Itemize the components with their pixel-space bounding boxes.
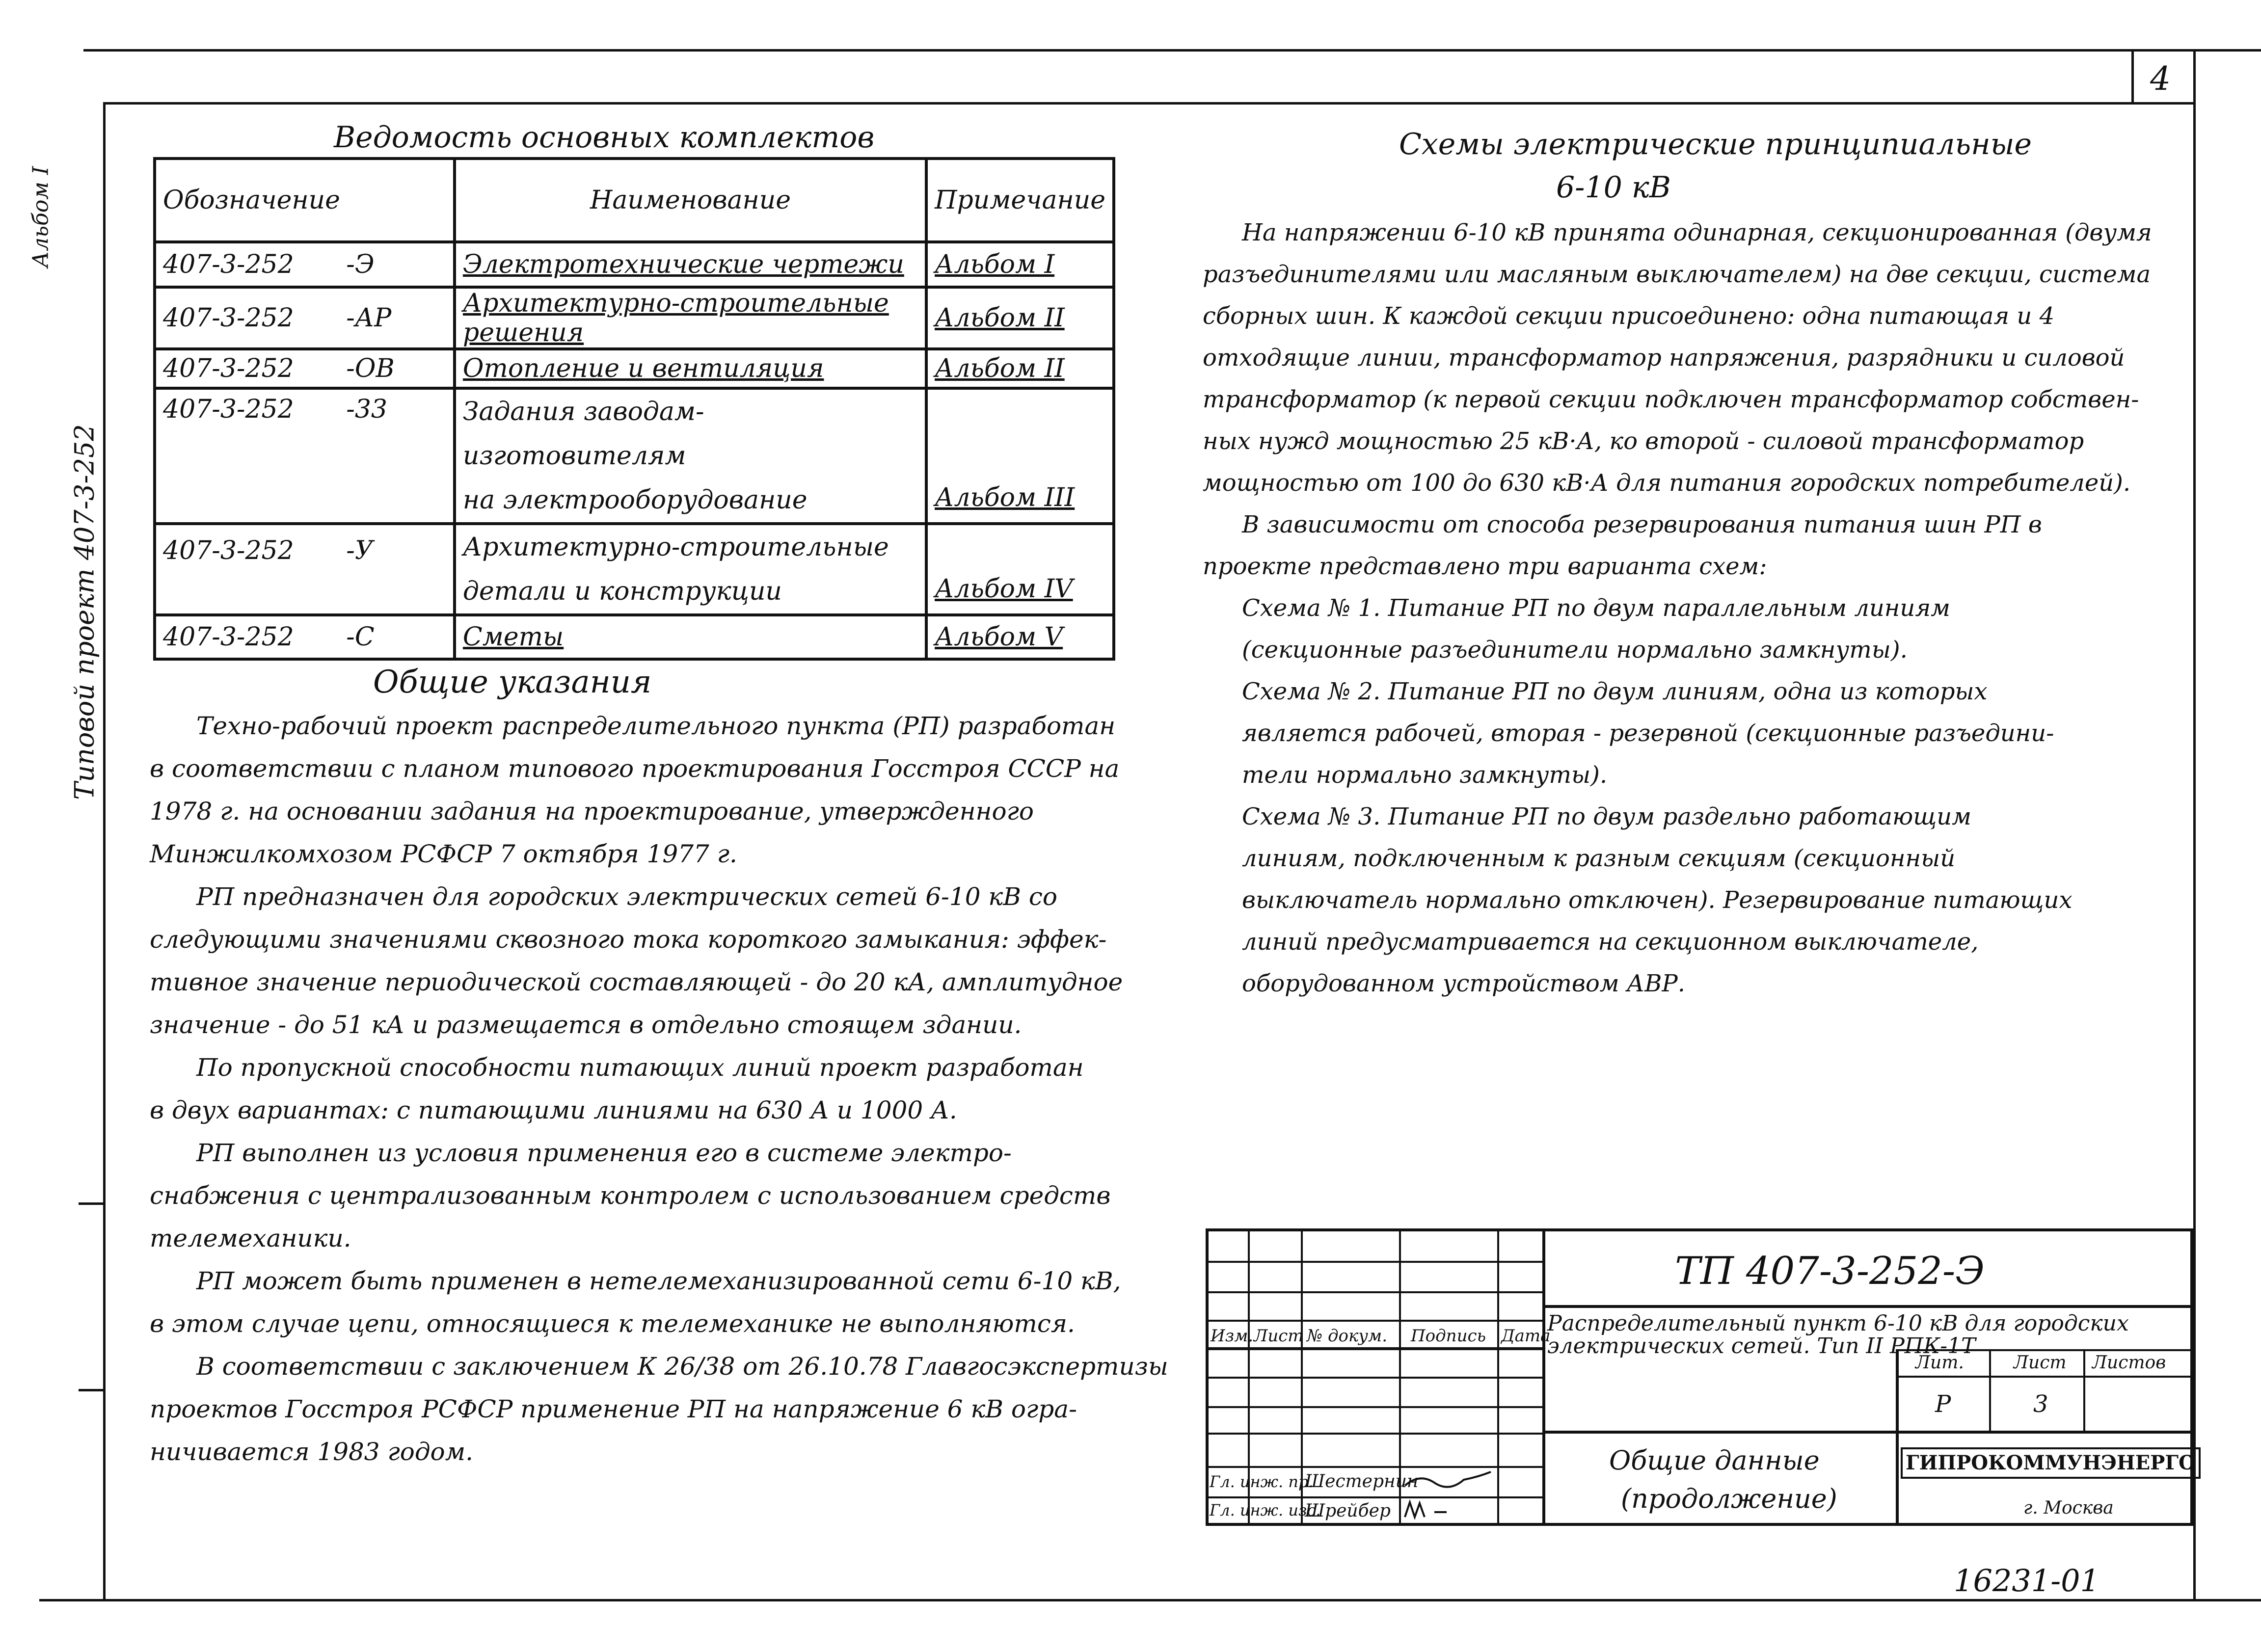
header-doc: № докум. — [1307, 1326, 1388, 1346]
header-sign: Подпись — [1411, 1326, 1486, 1346]
table-row: 407-3-252 -АР Архитектурно-строительные решения Альбом II — [155, 287, 1114, 349]
sheet-number: 16231-01 — [1954, 1563, 2100, 1599]
header-list: Лист — [1254, 1326, 1304, 1346]
bottom-border-line — [39, 1599, 2261, 1601]
project-description-2: электрических сетей. Тип II РПК-1Т — [1547, 1333, 1976, 1359]
name-chief-engineer: Шестернин — [1305, 1471, 1419, 1492]
sheet-label: Лист — [2014, 1353, 2067, 1373]
sheet-title-continued: (продолжение) — [1621, 1483, 1837, 1514]
header-date: Дата — [1501, 1326, 1551, 1346]
table-row: 407-3-252 -33 Задания заводам-изготовителям на электрооборудование Альбом III — [155, 388, 1114, 524]
sheet-value: 3 — [2033, 1390, 2048, 1418]
table-row: 407-3-252 -У Архитектурно-строительные детали и конструкции Альбом IV — [155, 524, 1114, 615]
signature-1 — [1400, 1468, 1493, 1495]
frame-top-line — [103, 102, 2194, 105]
table-row: 407-3-252 -Э Электротехнические чертежи Альбом I — [155, 242, 1114, 287]
title-block — [1206, 1228, 2196, 1526]
col-header-name: Наименование — [455, 159, 926, 242]
schemes-title: Схемы электрические принципиальные — [1399, 127, 2032, 161]
table-row: 407-3-252 -С Сметы Альбом V — [155, 615, 1114, 659]
signature-2 — [1400, 1497, 1474, 1522]
organization: ГИПРОКОММУНЭНЕРГО — [1901, 1447, 2201, 1479]
side-project-label: Типовой проект 407-3-252 — [69, 424, 100, 800]
organization-city: г. Москва — [2023, 1498, 2114, 1518]
components-table — [153, 157, 1115, 661]
top-border-line — [83, 49, 2261, 52]
role-chief-engineer: Гл. инж. пр. — [1210, 1472, 1314, 1491]
page-number: 4 — [2150, 60, 2171, 98]
side-tick — [79, 1389, 106, 1391]
schemes-subtitle: 6-10 кВ — [1556, 170, 1671, 205]
role-chief-engineer-2: Гл. инж. изс. — [1210, 1501, 1321, 1519]
table-title: Ведомость основных комплектов — [334, 120, 875, 155]
project-code: ТП 407-3-252-Э — [1675, 1249, 1985, 1293]
col-header-note: Примечание — [926, 159, 1114, 242]
sheets-label: Листов — [2092, 1353, 2166, 1373]
general-title: Общие указания — [373, 664, 652, 700]
sheet-title: Общие данные — [1609, 1445, 1820, 1476]
lit-label: Лит. — [1915, 1353, 1964, 1373]
schemes-text: На напряжении 6-10 кВ принята одинарная, секционированная (двумя разъединителями или масляным выключателем) на две секции, система сборных шин. К каждой секции присоединено: одна питающая и 4 отходящие линии, трансформатор напряжения, разрядники и силовой трансформатор (к первой секции подключен трансформатор собствен- ных нужд мощностью 25 кВ·А, ко второй - силовой трансформатор мощностью от 100 до 630 кВ·А для питания городских потребителей). В зависимости от способа резервирования питания шин РП в проекте представлено три варианта схем: Схема № 1. Питание РП по двум параллельным линиям (секционные разъединители нормально замкнуты). Схема № 2. Питание РП по двум линиям, одна из которых является рабочей, вторая - резервной (секционные разъедини- тели нормально замкнуты). Схема № 3. Питание РП по двум раздельно работающим линиям, подключенным к разным секциям (секционный выключатель нормально отключен). Резервирование питающих линий предусматривается на секционном выключателе, оборудованном устройством АВР. — [1203, 219, 2152, 997]
project-description-1: Распределительный пункт 6-10 кВ для городских — [1547, 1311, 2129, 1336]
frame-right-line — [2193, 49, 2196, 1599]
lit-value: Р — [1935, 1390, 1951, 1418]
side-tick — [79, 1202, 106, 1205]
side-album-label: Альбом I — [28, 166, 54, 268]
page-number-box-left — [2131, 49, 2134, 103]
name-chief-engineer-2: Шрейбер — [1305, 1501, 1391, 1521]
header-izm: Изм. — [1211, 1326, 1254, 1346]
col-header-code: Обозначение — [155, 159, 455, 242]
frame-left-line — [103, 102, 106, 1599]
general-text: Техно-рабочий проект распределительного пункта (РП) разработан в соответствии с планом типового проектирования Госстроя СССР на 1978 г. на основании задания на проектирование, утвержденного Минжилкомхозом РСФСР 7 октября 1977 г. РП предназначен для городских электрических сетей 6-10 кВ со следующими значениями сквозного тока короткого замыкания: эффек- тивное значение периодической составляющей - до 20 кА, амплитудное значение - до 51 кА и размещается в отдельно стоящем здании. По пропускной способности питающих линий проект разработан в двух вариантах: с питающими линиями на 630 А и 1000 А. РП выполнен из условия применения его в системе электро- снабжения с централизованным контролем с использованием средств телемеханики. РП может быть применен в нетелемеханизированной сети 6-10 кВ, в этом случае цепи, относящиеся к телемеханике не выполняются. В соответствии с заключением К 26/38 от 26.10.78 Главгосэкспертизы проектов Госстроя РСФСР применение РП на напряжение 6 кВ огра- ничивается 1983 годом. — [150, 712, 1168, 1466]
table-row: 407-3-252 -ОВ Отопление и вентиляция Альбом II — [155, 349, 1114, 388]
